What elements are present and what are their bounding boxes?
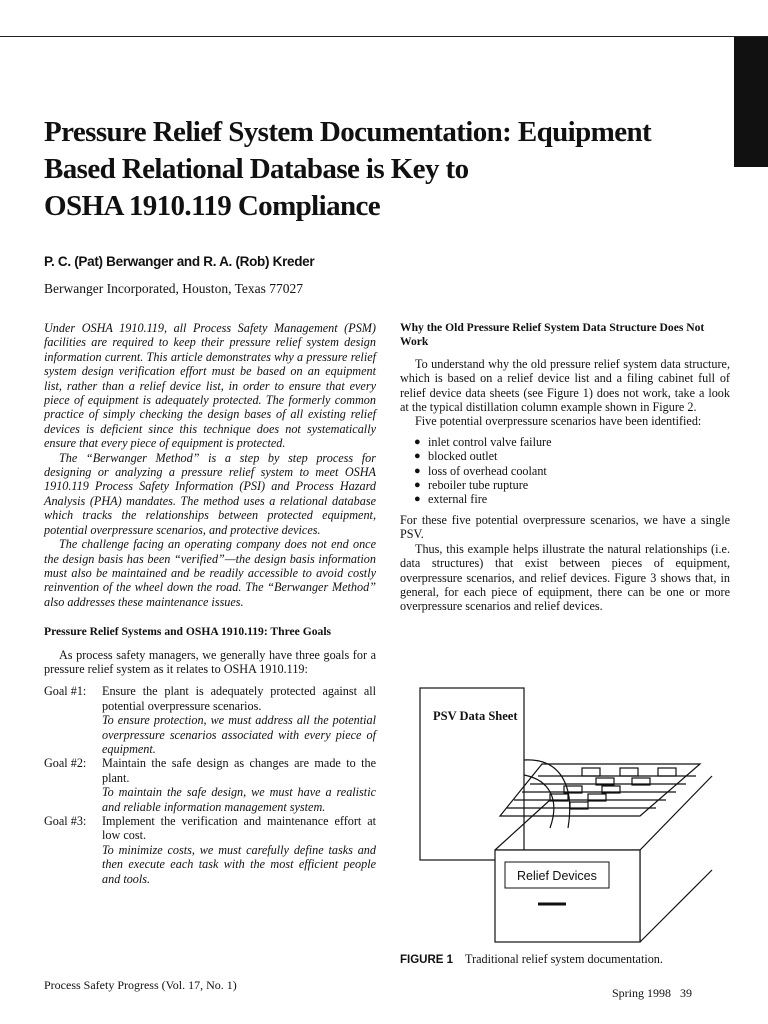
top-rule xyxy=(0,36,768,37)
goal-label: Goal #3: xyxy=(44,814,87,828)
list-item: ● inlet control valve failure xyxy=(414,434,552,449)
bullet-icon: ● xyxy=(414,464,421,477)
goal-item xyxy=(44,814,376,886)
authors: P. C. (Pat) Berwanger and R. A. (Rob) Kreder xyxy=(44,254,315,269)
section-tab-marker xyxy=(734,37,768,167)
folder-tab xyxy=(582,768,600,776)
figure-caption-text: Traditional relief system documentation. xyxy=(465,952,663,966)
old-structure-paragraph-2: Five potential overpressure scenarios have been identified: xyxy=(415,414,702,429)
affiliation: Berwanger Incorporated, Houston, Texas 77027 xyxy=(44,281,303,296)
old-structure-paragraph-4: Thus, this example helps illustrate the natural relationships (i.e. data structures) that exist between pieces of equipment, overpressure scenarios, and relief devices. Figure 3 shows that, in general, for each piece of equipment, there can be one or more overpressure scenarios and relief devices. xyxy=(400,541,730,614)
bullet-icon: ● xyxy=(414,435,421,448)
footer-date-page: Spring 1998 39 xyxy=(612,986,693,1000)
old-structure-paragraph-1: To understand why the old pressure relief system data structure, which is based on a relief device list and a filing cabinet full of relief device data sheets (see Figure 1) does not work, take a look at the typical distillation column example shown in Figure 2. xyxy=(400,356,730,415)
goal-label: Goal #2: xyxy=(44,756,87,771)
drawer-bottom-diagonal xyxy=(640,870,712,942)
footer-journal xyxy=(44,978,237,993)
abstract-paragraph-2: The “Berwanger Method” is a step by step process for designing or analyzing a pressure relief system to meet OSHA 1910.119 Process Safety Information (PSI) and Process Hazard Analysis (PHA) mandates. The method uses a relational database which tracks the relationships between protected equipment, potential overpressure scenarios, and protective devices. xyxy=(44,450,376,537)
list-item: ● reboiler tube rupture xyxy=(414,478,529,493)
goal-text: Ensure the plant is adequately protected against all potential overpressure scenarios. xyxy=(102,684,376,713)
goal-text: Maintain the safe design as changes are made to the plant. xyxy=(102,756,376,785)
relief-devices-label: Relief Devices xyxy=(517,869,597,883)
article-title xyxy=(44,114,734,225)
figure-caption-label: FIGURE 1 xyxy=(400,954,454,966)
bullet-icon: ● xyxy=(414,479,421,492)
folder-tab xyxy=(620,768,638,776)
goal-subtext: To maintain the safe design, we must have a realistic and reliable information management system. xyxy=(102,785,376,814)
journal-volume: (Vol. 17, No. 1) xyxy=(161,978,237,992)
goal-label: Goal #1: xyxy=(44,684,87,699)
goal-subtext: To minimize costs, we must carefully define tasks and then execute each task with the most efficient people and tools. xyxy=(102,842,376,886)
list-item: ● external fire xyxy=(414,492,488,507)
goals-list xyxy=(44,684,376,886)
abstract-paragraph-1: Under OSHA 1910.119, all Process Safety Management (PSM) facilities are required to keep their pressure relief system design information current. This article demonstrates why a pressure relief system design verification effort must be based on an equipment list, rather than a relief device list, in order to ensure that every piece of equipment is adequately protected. The formerly common practice of simply checking the design bases of all existing relief devices is deficient since this technique does not systematically ensure that every piece of equipment is protected. xyxy=(44,321,376,451)
list-item: ● loss of overhead coolant xyxy=(414,463,547,478)
figure-caption xyxy=(400,952,663,967)
bullet-icon: ● xyxy=(414,493,421,506)
title-line-2: Based Relational Database is Key to xyxy=(44,153,469,185)
psv-data-sheet-label: PSV Data Sheet xyxy=(433,709,518,723)
goal-text: Implement the verification and maintenance effort at low cost. xyxy=(102,814,376,843)
scenario-list xyxy=(414,435,730,507)
goal-item xyxy=(44,684,376,756)
title-line-3: OSHA 1910.119 Compliance xyxy=(44,190,381,222)
list-item: ● blocked outlet xyxy=(414,449,498,464)
goals-intro: As process safety managers, we generally have three goals for a pressure relief system as it relates to OSHA 1910.119: xyxy=(44,647,376,676)
right-column xyxy=(400,321,730,614)
section-heading-goals: Pressure Relief Systems and OSHA 1910.119: Three Goals xyxy=(44,625,332,639)
abstract-paragraph-3: The challenge facing an operating company does not end once the design basis has been “verified”—the design basis information must also be maintained and be readily accessible to avoid costly reinvention of the wheel down the road. The “Berwanger Method” also addresses these maintenance issues. xyxy=(44,537,376,609)
bullet-icon: ● xyxy=(414,450,421,463)
section-heading-old-structure: Why the Old Pressure Relief System Data Structure Does Not Work xyxy=(400,321,705,349)
journal-name: Process Safety Progress xyxy=(44,978,159,992)
figure-1-filing-cabinet xyxy=(400,680,730,950)
goal-subtext: To ensure protection, we must address all the potential overpressure scenarios associated with every piece of equipment. xyxy=(102,713,376,756)
title-line-1: Pressure Relief System Documentation: Equipment xyxy=(44,116,652,148)
left-column xyxy=(44,321,376,886)
drawer-top-edge xyxy=(495,776,712,850)
old-structure-paragraph-3: For these five potential overpressure scenarios, we have a single PSV. xyxy=(400,512,730,542)
goal-item xyxy=(44,756,376,814)
folder-tab xyxy=(658,768,676,776)
